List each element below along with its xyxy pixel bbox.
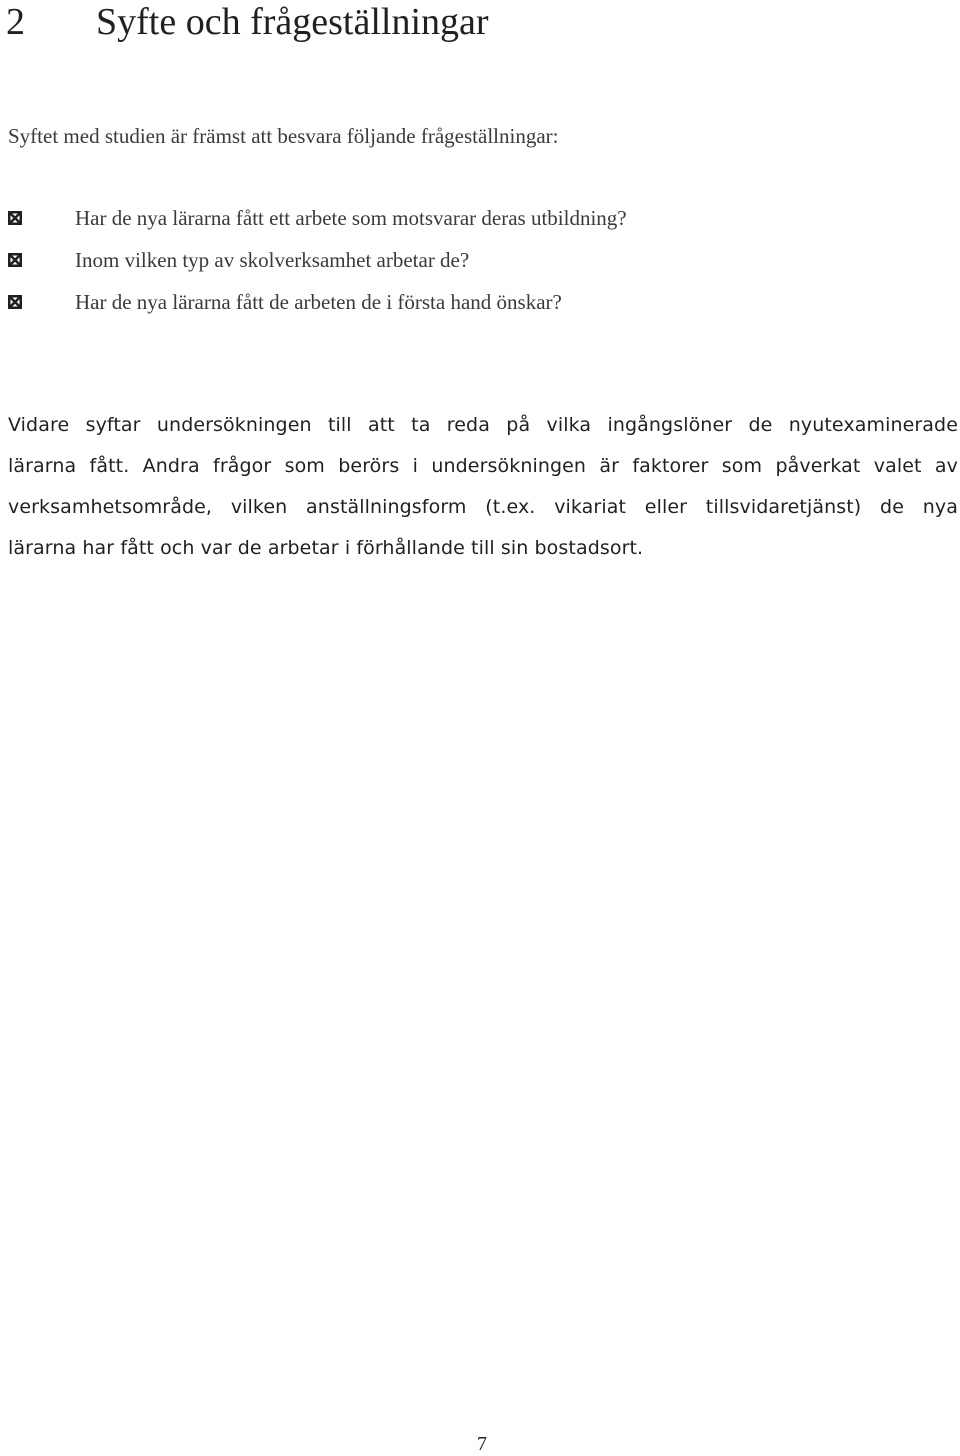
paragraph-line: lärarna har fått och var de arbetar i förhållande till sin bostadsort.	[8, 537, 644, 559]
question-text: Inom vilken typ av skolverksamhet arbetar de?	[75, 248, 470, 272]
section-number: 2	[6, 1, 25, 43]
question-text: Har de nya lärarna fått ett arbete som motsvarar deras utbildning?	[75, 206, 627, 230]
question-text: Har de nya lärarna fått de arbeten de i första hand önskar?	[75, 290, 562, 314]
section-title: Syfte och frågeställningar	[96, 1, 489, 43]
paragraph-line: verksamhetsområde, vilken anställningsform (t.ex. vikariat eller tillsvidaretjänst) de nya	[8, 496, 958, 518]
paragraph-line: Vidare syftar undersökningen till att ta reda på vilka ingångslöner de nyutexaminerade	[8, 414, 958, 436]
question-list	[8, 203, 627, 329]
list-item	[8, 287, 627, 329]
page-number: 7	[477, 1433, 487, 1455]
square-bullet-icon	[8, 253, 22, 267]
section-heading	[6, 0, 489, 44]
square-bullet-icon	[8, 211, 22, 225]
body-paragraph	[8, 405, 958, 569]
intro-text: Syftet med studien är främst att besvara följande frågeställningar:	[8, 124, 559, 148]
list-item	[8, 203, 627, 245]
square-bullet-icon	[8, 295, 22, 309]
list-item	[8, 245, 627, 287]
paragraph-line: lärarna fått. Andra frågor som berörs i undersökningen är faktorer som påverkat valet av	[8, 455, 958, 477]
